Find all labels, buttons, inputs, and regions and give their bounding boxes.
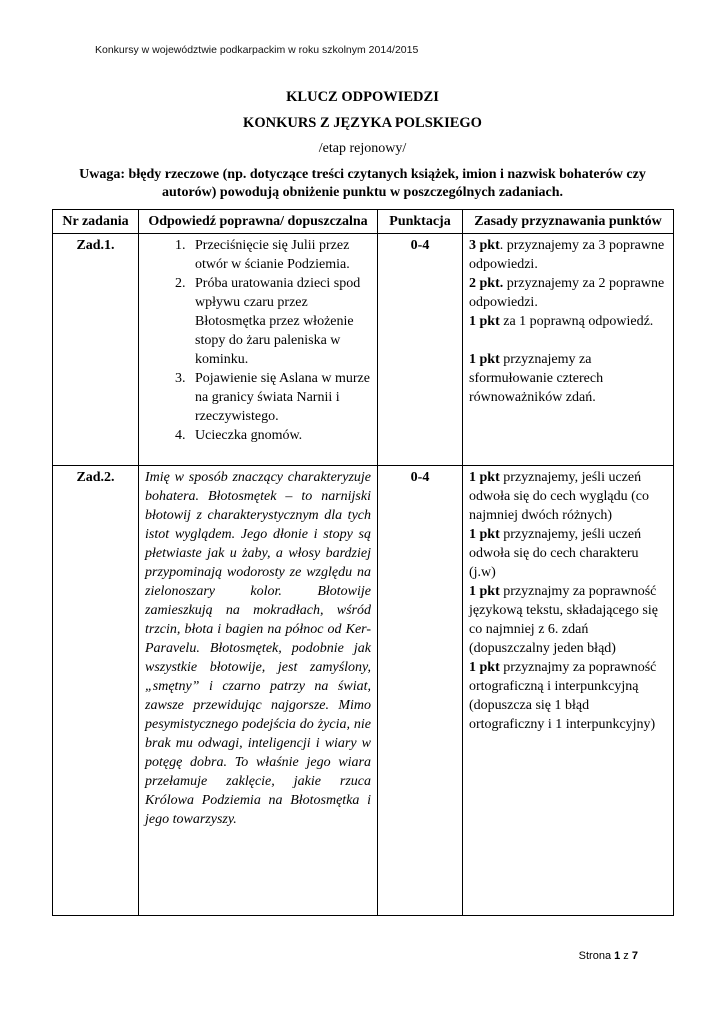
rule-points: 1 pkt [469,352,500,367]
table-header-row [53,210,674,234]
rule-text: przyznajmy za poprawność językową tekstu, składającego się co najmniej z 6. zdań (dopuszczalny jeden błąd) [469,584,658,656]
page-separator: z [620,950,632,962]
list-item: 4. Ucieczka gnomów. [189,426,371,445]
task-number: Zad.1. [53,234,139,466]
rules-cell [463,466,674,916]
page-total: 7 [631,950,638,962]
rule-text: przyznajmy za poprawność ortograficzną i interpunkcyjną (dopuszcza się 1 błąd ortograficzny i 1 interpunkcyjny) [469,660,657,732]
rules-cell [463,234,674,466]
answer-key-table [52,209,674,916]
table-row [53,466,674,916]
answer-cell [139,234,378,466]
table-row [53,234,674,466]
note-text: Uwaga: błędy rzeczowe (np. dotyczące treści czytanych książek, imion i nazwisk bohaterów czy autorów) powodują obniżenie punktu w poszczególnych zadaniach. [79,167,646,200]
rule-points: 1 pkt [469,314,500,329]
contest-title: KONKURS Z JĘZYKA POLSKIEGO [243,115,482,131]
rule-text: przyznajemy za 2 poprawne odpowiedzi. [469,276,665,310]
header-rules: Zasady przyznawania punktów [463,210,674,234]
rule-text: przyznajemy za sformułowanie czterech równoważników zdań. [469,352,604,405]
page-footer [579,950,638,962]
rule-points: 1 pkt [469,584,500,599]
stage-label: /etap rejonowy/ [318,141,407,156]
task-number: Zad.2. [53,466,139,916]
rule-text: . przyznajemy za 3 poprawne odpowiedzi. [469,238,665,272]
rule-text: przyznajemy, jeśli uczeń odwoła się do cech wyglądu (co najmniej dwóch różnych) [469,470,649,523]
page-prefix: Strona [578,950,615,962]
points-range: 0-4 [378,234,463,466]
rule-text: przyznajemy, jeśli uczeń odwoła się do cech charakteru (j.w) [469,527,642,580]
answer-cell: Imię w sposób znaczący charakteryzuje bohatera. Błotosmętek – to narnijski błotowij z charakterystycznym dla tych istot wyglądem. Jego dłonie i stopy są płetwiaste jak u żaby, a włosy bardziej przypominają wodorosty ze względu na zielonoszary kolor. Błotowije zamieszkują na mokradłach, wśród trzcin, błota i bagien na północ od Ker-Paravelu. Błotosmętek, podobnie jak wszystkie błotowije, jest zamyślony, „smętny” i czarno patrzy na świat, zawsze przewidując najgorsze. Mimo pesymistycznego podejścia do życia, nie brak mu odwagi, inteligencji i wiary w potęgę dobra. To właśnie jego wiara przełamuje zaklęcie, jakie rzuca Królowa Podziemia na Błotosmętka i jego towarzyszy. [139,466,378,916]
rule-text: za 1 poprawną odpowiedź. [499,314,654,329]
document-title: KLUCZ ODPOWIEDZI [286,89,439,105]
rule-points: 1 pkt [469,527,500,542]
rule-points: 1 pkt [469,660,500,675]
rule-points: 1 pkt [469,470,500,485]
points-range: 0-4 [378,466,463,916]
header-points: Punktacja [378,210,463,234]
answer-list [145,236,371,445]
header-answer: Odpowiedź poprawna/ dopuszczalna [139,210,378,234]
list-item: 3. Pojawienie się Aslana w murze na granicy świata Narnii i rzeczywistego. [189,369,371,426]
title-block [0,88,725,202]
page-number: 1 [614,950,621,962]
list-item: 2. Próba uratowania dzieci spod wpływu czaru przez Błotosmętka przez włożenie stopy do żaru paleniska w kominku. [189,274,371,369]
header-nr: Nr zadania [53,210,139,234]
rule-points: 3 pkt [469,238,500,253]
rule-points: 2 pkt. [469,276,504,291]
list-item: 1. Przeciśnięcie się Julii przez otwór w ścianie Podziemia. [189,236,371,274]
running-header: Konkursy w województwie podkarpackim w roku szkolnym 2014/2015 [95,44,419,56]
